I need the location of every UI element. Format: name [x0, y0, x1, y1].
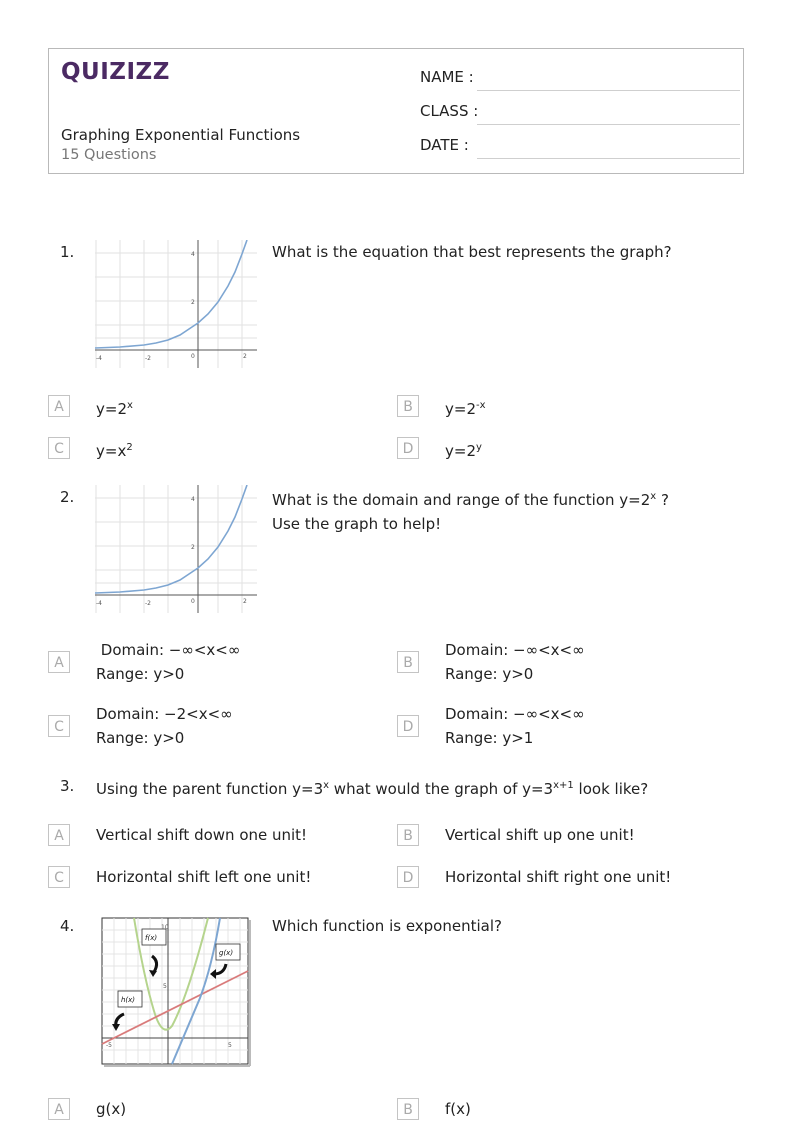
q1-option-d-base: y=2 — [445, 442, 476, 460]
question-count: 15 Questions — [61, 147, 157, 163]
name-line[interactable] — [477, 90, 740, 91]
q1-option-b-sup: -x — [476, 400, 486, 411]
quizizz-logo: QUIZIZZ — [61, 59, 170, 85]
question-1-graph — [95, 240, 257, 368]
q4-xtick-neg5: -5 — [106, 1042, 112, 1049]
q4-ytick-5: 5 — [163, 983, 167, 990]
q1-xtick-2: 2 — [243, 353, 247, 360]
q1-option-c-sup: 2 — [126, 442, 133, 453]
q1-option-c-base: y=x — [96, 442, 127, 460]
q1-option-b-letter[interactable]: B — [397, 395, 419, 417]
q3-option-a-letter[interactable]: A — [48, 824, 70, 846]
name-field[interactable] — [420, 68, 740, 94]
q3-option-b[interactable]: Vertical shift up one unit! — [445, 826, 635, 844]
worksheet-header — [48, 48, 744, 174]
date-field[interactable] — [420, 136, 740, 162]
q2-option-d-line2: Range: y>1 — [445, 729, 534, 747]
q3-sup-b: x+1 — [553, 780, 574, 791]
q4-option-a-letter[interactable]: A — [48, 1098, 70, 1120]
name-label: NAME : — [420, 68, 474, 86]
date-line[interactable] — [477, 158, 740, 159]
question-3-number: 3. — [60, 777, 75, 795]
q2-option-c-letter[interactable]: C — [48, 715, 70, 737]
q1-xtick-neg4: -4 — [96, 355, 102, 362]
question-2-graph — [95, 485, 257, 613]
q4-label-h: h(x) — [121, 996, 136, 1004]
class-label: CLASS : — [420, 102, 479, 120]
question-2-number: 2. — [60, 488, 75, 506]
question-3-text — [96, 774, 648, 801]
q1-xtick-neg2: -2 — [145, 355, 151, 362]
q2-option-d-line1: Domain: −∞<x<∞ — [445, 705, 585, 723]
class-field[interactable] — [420, 102, 740, 128]
q2-xtick-neg2: -2 — [145, 600, 151, 607]
class-line[interactable] — [477, 124, 740, 125]
q1-option-c-letter[interactable]: C — [48, 437, 70, 459]
q3-option-c-letter[interactable]: C — [48, 866, 70, 888]
q1-option-c[interactable] — [96, 436, 133, 463]
q3-text-a: Using the parent function y=3 — [96, 780, 324, 798]
q3-option-d[interactable]: Horizontal shift right one unit! — [445, 868, 672, 886]
q1-option-b[interactable] — [445, 394, 486, 421]
q1-option-a-letter[interactable]: A — [48, 395, 70, 417]
q4-label-g: g(x) — [219, 949, 234, 957]
q2-text-sup: x — [650, 491, 657, 502]
q1-option-d-letter[interactable]: D — [397, 437, 419, 459]
q4-option-b[interactable]: f(x) — [445, 1100, 471, 1118]
q4-option-a[interactable]: g(x) — [96, 1100, 127, 1118]
question-1-number: 1. — [60, 243, 75, 261]
q1-option-d-sup: y — [476, 442, 482, 453]
question-4-text: Which function is exponential? — [272, 917, 502, 935]
q1-option-b-base: y=2 — [445, 400, 476, 418]
q2-xtick-neg4: -4 — [96, 600, 102, 607]
q1-option-a-sup: x — [127, 400, 133, 411]
q1-option-a-base: y=2 — [96, 400, 127, 418]
q1-option-d[interactable] — [445, 436, 482, 463]
q4-ytick-10: 10 — [161, 924, 169, 931]
q2-ytick-4: 4 — [191, 496, 195, 503]
q2-option-b-line1: Domain: −∞<x<∞ — [445, 641, 585, 659]
q4-label-f: f(x) — [145, 934, 158, 942]
q3-text-c: look like? — [573, 780, 649, 798]
q2-xtick-2: 2 — [243, 598, 247, 605]
q2-text-post: ? — [656, 491, 669, 509]
q3-option-d-letter[interactable]: D — [397, 866, 419, 888]
q2-option-d[interactable] — [445, 702, 585, 750]
date-label: DATE : — [420, 136, 469, 154]
q3-sup-a: x — [323, 780, 330, 791]
question-4-graph — [100, 916, 252, 1068]
q1-xtick-0: 0 — [191, 353, 195, 360]
q2-option-b-letter[interactable]: B — [397, 651, 419, 673]
q1-option-a[interactable] — [96, 394, 133, 421]
q2-option-c-line2: Range: y>0 — [96, 729, 185, 747]
q2-option-a-line1: Domain: −∞<x<∞ — [96, 641, 241, 659]
q2-option-d-letter[interactable]: D — [397, 715, 419, 737]
q2-text-pre: What is the domain and range of the function y=2 — [272, 491, 651, 509]
question-2-text — [272, 485, 669, 536]
q2-text-line2: Use the graph to help! — [272, 515, 442, 533]
q2-option-c-line1: Domain: −2<x<∞ — [96, 705, 233, 723]
q3-option-c[interactable]: Horizontal shift left one unit! — [96, 868, 312, 886]
q1-ytick-4: 4 — [191, 251, 195, 258]
q1-ytick-2: 2 — [191, 299, 195, 306]
q3-option-b-letter[interactable]: B — [397, 824, 419, 846]
q3-text-b: what would the graph of y=3 — [329, 780, 554, 798]
q2-xtick-0: 0 — [191, 598, 195, 605]
q4-option-b-letter[interactable]: B — [397, 1098, 419, 1120]
q2-option-b-line2: Range: y>0 — [445, 665, 534, 683]
question-1-text: What is the equation that best represents the graph? — [272, 243, 672, 261]
worksheet-title: Graphing Exponential Functions — [61, 126, 301, 144]
q2-option-a[interactable] — [96, 638, 240, 686]
q2-option-c[interactable] — [96, 702, 233, 750]
q2-option-a-letter[interactable]: A — [48, 651, 70, 673]
q2-ytick-2: 2 — [191, 544, 195, 551]
q2-option-a-line2: Range: y>0 — [96, 665, 185, 683]
q3-option-a[interactable]: Vertical shift down one unit! — [96, 826, 308, 844]
question-4-number: 4. — [60, 917, 75, 935]
q2-option-b[interactable] — [445, 638, 585, 686]
q4-xtick-5: 5 — [228, 1042, 232, 1049]
